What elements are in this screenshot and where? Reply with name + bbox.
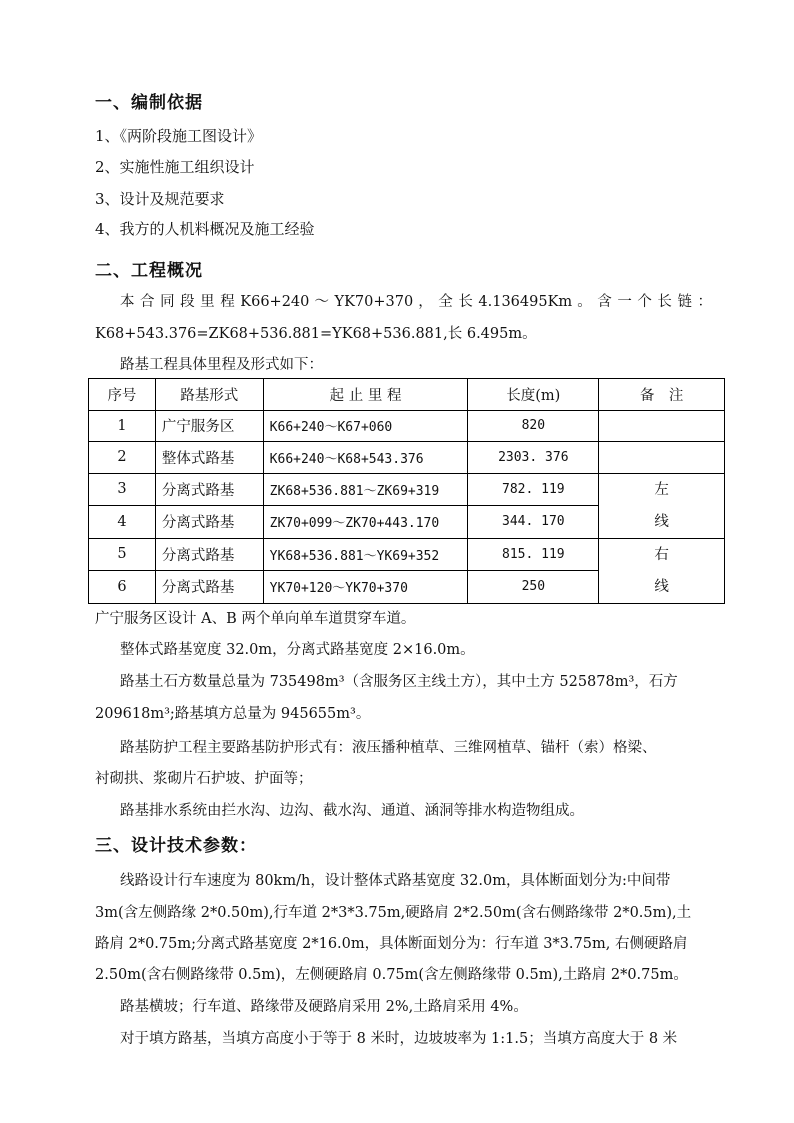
paragraph-line: 路基防护工程主要路基防护形式有：液压播种植草、三维网植草、锚杆（索）格梁、 <box>120 740 657 756</box>
header-cell: 备 注 <box>599 379 725 411</box>
table-row <box>89 538 725 571</box>
paragraph-line: 对于填方路基，当填方高度小于等于 8 米时，边坡坡率为 1:1.5；当填方高度大于 8 米 <box>120 1031 678 1047</box>
cell-length: 2303. 376 <box>468 442 599 474</box>
list-item: 2、实施性施工组织设计 <box>95 158 255 176</box>
paragraph-line: 广宁服务区设计 A、B 两个单向单车道贯穿车道。 <box>95 611 416 627</box>
paragraph-line: 路基横坡；行车道、路缘带及硬路肩采用 2%,土路肩采用 4%。 <box>120 999 528 1015</box>
paragraph-line: 209618m³;路基填方总量为 945655m³。 <box>95 706 371 722</box>
cell-range: ZK70+099～ZK70+443.170 <box>263 506 468 539</box>
paragraph-line: 3m(含左侧路缘 2*0.50m),行车道 2*3*3.75m,硬路肩 2*2.50m(含右侧路缘带 2*0.5m),土 <box>95 905 692 921</box>
paragraph-line: K68+543.376=ZK68+536.881=YK68+536.881,长 6.495m。 <box>95 326 537 342</box>
cell-index: 6 <box>89 571 156 604</box>
table-row <box>89 410 725 442</box>
paragraph-line: 衬砌拱、浆砌片石护坡、护面等； <box>95 771 313 787</box>
paragraph-line: 整体式路基宽度 32.0m，分离式路基宽度 2×16.0m。 <box>120 642 475 658</box>
list-item: 4、我方的人机料概况及施工经验 <box>95 220 315 238</box>
cell-index: 4 <box>89 506 156 539</box>
cell-type: 分离式路基 <box>155 506 263 539</box>
cell-index: 1 <box>89 410 156 442</box>
cell-index: 2 <box>89 442 156 474</box>
cell-remark <box>599 410 725 442</box>
header-cell: 路基形式 <box>155 379 263 411</box>
remark-char: 线 <box>654 513 669 530</box>
cell-type: 分离式路基 <box>155 571 263 604</box>
cell-length: 782. 119 <box>468 473 599 506</box>
table-header-row <box>89 379 725 411</box>
header-cell: 序号 <box>89 379 156 411</box>
header-cell: 起 止 里 程 <box>263 379 468 411</box>
cell-length: 250 <box>468 571 599 604</box>
roadbed-table <box>88 378 725 604</box>
remark-char: 右 <box>654 546 669 563</box>
list-item: 3、设计及规范要求 <box>95 190 225 208</box>
cell-range: K66+240～K67+060 <box>263 410 468 442</box>
cell-index: 5 <box>89 538 156 571</box>
cell-type: 广宁服务区 <box>155 410 263 442</box>
list-item: 1、《两阶段施工图设计》 <box>95 127 263 145</box>
paragraph-line: 路肩 2*0.75m;分离式路基宽度 2*16.0m，具体断面划分为：行车道 3*3.75m, 右侧硬路肩 <box>95 936 688 952</box>
cell-length: 344. 170 <box>468 506 599 539</box>
paragraph-line: 本 合 同 段 里 程 K66+240 ～ YK70+370 ， 全 长 4.136495Km 。 含 一 个 长 链 ： <box>120 294 712 310</box>
cell-index: 3 <box>89 473 156 506</box>
cell-type: 分离式路基 <box>155 538 263 571</box>
table-row <box>89 442 725 474</box>
cell-range: K66+240～K68+543.376 <box>263 442 468 474</box>
table-row <box>89 473 725 506</box>
remark-char: 左 <box>654 481 669 498</box>
paragraph-line: 路基工程具体里程及形式如下： <box>120 357 323 373</box>
cell-type: 分离式路基 <box>155 473 263 506</box>
section-1-heading: 一、编制依据 <box>95 93 203 113</box>
paragraph-line: 路基土石方数量总量为 735498m³（含服务区主线土方），其中土方 525878m³，石方 <box>120 674 678 690</box>
paragraph-line: 路基排水系统由拦水沟、边沟、截水沟、通道、涵洞等排水构造物组成。 <box>120 803 584 819</box>
cell-range: YK68+536.881～YK69+352 <box>263 538 468 571</box>
cell-length: 815. 119 <box>468 538 599 571</box>
cell-remark <box>599 442 725 474</box>
header-cell: 长度(m) <box>468 379 599 411</box>
paragraph-line: 2.50m(含右侧路缘带 0.5m)，左侧硬路肩 0.75m(含左侧路缘带 0.5m),土路肩 2*0.75m。 <box>95 967 688 983</box>
cell-remark-left <box>599 473 725 538</box>
cell-remark-right <box>599 538 725 603</box>
remark-char: 线 <box>654 578 669 595</box>
cell-range: ZK68+536.881～ZK69+319 <box>263 473 468 506</box>
cell-range: YK70+120～YK70+370 <box>263 571 468 604</box>
section-2-heading: 二、工程概况 <box>95 261 203 281</box>
cell-length: 820 <box>468 410 599 442</box>
cell-type: 整体式路基 <box>155 442 263 474</box>
section-3-heading: 三、设计技术参数： <box>95 836 257 856</box>
paragraph-line: 线路设计行车速度为 80km/h，设计整体式路基宽度 32.0m，具体断面划分为:中间带 <box>120 873 671 889</box>
